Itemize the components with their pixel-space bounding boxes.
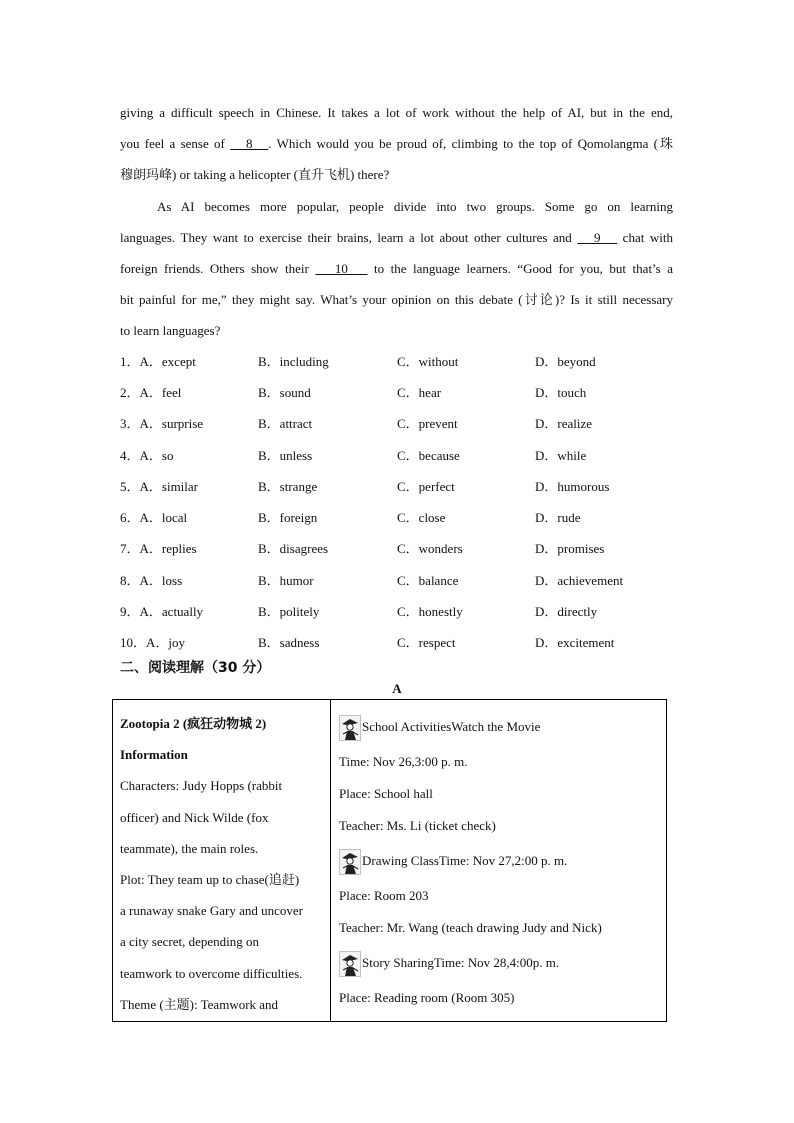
activity-heading: School ActivitiesWatch the Movie xyxy=(339,708,664,746)
info-line: teammate), the main roles. xyxy=(120,840,259,856)
option-a: 7．A．replies xyxy=(120,541,197,556)
option-b: B．disagrees xyxy=(258,541,329,556)
question-row xyxy=(120,346,680,377)
question-row xyxy=(120,377,680,408)
option-c: C．perfect xyxy=(397,479,455,494)
passage-line: giving a difficult speech in Chinese. It takes a lot of work without the help of AI, but in the end, xyxy=(120,105,673,120)
cartoon-character-icon xyxy=(339,715,361,741)
info-line: teamwork to overcome difficulties. xyxy=(120,965,303,981)
option-b: B．sound xyxy=(258,385,311,400)
option-c: C．balance xyxy=(397,573,459,588)
blank-10: 10 xyxy=(315,260,368,276)
option-d: D．beyond xyxy=(535,354,596,369)
question-row xyxy=(120,627,680,658)
activity-line: Place: Room 203 xyxy=(339,888,429,903)
option-c: C．close xyxy=(397,510,446,525)
option-d: D．promises xyxy=(535,541,605,556)
question-row xyxy=(120,440,680,471)
activity-line: Time: Nov 26,3:00 p. m. xyxy=(339,754,468,769)
option-d: D．touch xyxy=(535,385,587,400)
activity-line: Teacher: Mr. Wang (teach drawing Judy and Nick) xyxy=(339,920,602,935)
info-line: Theme (主题): Teamwork and xyxy=(120,996,279,1012)
option-a: 1．A．except xyxy=(120,354,196,369)
passage-line: foreign friends. Others show their 10 to the language learners. “Good for you, but that’s a xyxy=(120,260,674,276)
passage-line: 穆朗玛峰) or taking a helicopter (直升飞机) there? xyxy=(120,167,390,183)
option-a: 8．A．loss xyxy=(120,573,183,588)
question-row xyxy=(120,596,680,627)
option-b: B．humor xyxy=(258,573,314,588)
option-b: B．attract xyxy=(258,416,313,431)
question-row xyxy=(120,533,680,564)
movie-info-column xyxy=(120,708,325,1020)
info-heading: Information xyxy=(120,747,188,763)
info-table xyxy=(112,699,667,1022)
movie-title: Zootopia 2 (疯狂动物城 2) xyxy=(120,716,267,731)
cartoon-character-icon xyxy=(339,849,361,875)
option-c: C．wonders xyxy=(397,541,463,556)
option-b: B．foreign xyxy=(258,510,318,525)
option-d: D．humorous xyxy=(535,479,610,494)
passage-paragraph-1 xyxy=(120,97,673,191)
activity-line: Place: School hall xyxy=(339,786,433,801)
option-b: B．including xyxy=(258,354,329,369)
option-d: D．realize xyxy=(535,416,593,431)
option-a: 4．A．so xyxy=(120,448,174,463)
option-c: C．respect xyxy=(397,635,456,650)
option-b: B．strange xyxy=(258,479,318,494)
blank-9: 9 xyxy=(577,229,618,245)
info-line: Plot: They team up to chase(追赶) xyxy=(120,871,300,887)
blank-8: 8 xyxy=(230,136,269,152)
option-c: C．hear xyxy=(397,385,442,400)
activity-line: Place: Reading room (Room 305) xyxy=(339,990,515,1005)
passage-line: you feel a sense of 8 . Which would you be proud of, climbing to the top of Qomolangma (珠 xyxy=(120,136,674,152)
info-line: officer) and Nick Wilde (fox xyxy=(120,809,269,825)
option-d: D．rude xyxy=(535,510,581,525)
option-c: C．because xyxy=(397,448,460,463)
option-c: C．without xyxy=(397,354,459,369)
info-line: a runaway snake Gary and uncover xyxy=(120,903,304,919)
passage-line: bit painful for me,” they might say. What’s your opinion on this debate (讨论)? Is it still necessary xyxy=(120,292,673,308)
section-label: A xyxy=(392,681,402,696)
question-row xyxy=(120,471,680,502)
option-a: 6．A．local xyxy=(120,510,188,525)
table-divider xyxy=(330,700,331,1021)
activities-column xyxy=(339,708,664,1014)
option-a: 5．A．similar xyxy=(120,479,199,494)
option-a: 2．A．feel xyxy=(120,385,182,400)
passage-line: languages. They want to exercise their brains, learn a lot about other cultures and 9 chat with xyxy=(120,229,673,245)
passage-paragraph-2 xyxy=(120,191,673,347)
activity-heading: Story SharingTime: Nov 28,4:00p. m. xyxy=(339,944,664,982)
option-b: B．politely xyxy=(258,604,320,619)
section-title: 二、阅读理解（30 分） xyxy=(120,660,271,676)
option-a: 10．A．joy xyxy=(120,635,186,650)
cartoon-character-icon xyxy=(339,951,361,977)
option-d: D．directly xyxy=(535,604,598,619)
info-line: Characters: Judy Hopps (rabbit xyxy=(120,778,283,794)
passage-line: As AI becomes more popular, people divide into two groups. Some go on learning xyxy=(157,198,673,214)
info-line: a city secret, depending on xyxy=(120,934,259,950)
option-a: 3．A．surprise xyxy=(120,416,204,431)
question-row xyxy=(120,565,680,596)
option-b: B．sadness xyxy=(258,635,320,650)
option-c: C．honestly xyxy=(397,604,463,619)
option-c: C．prevent xyxy=(397,416,458,431)
option-d: D．achievement xyxy=(535,573,624,588)
question-row xyxy=(120,408,680,439)
passage-line: to learn languages? xyxy=(120,323,221,339)
question-row xyxy=(120,502,680,533)
activity-line: Teacher: Ms. Li (ticket check) xyxy=(339,818,496,833)
option-d: D．excitement xyxy=(535,635,615,650)
option-b: B．unless xyxy=(258,448,313,463)
option-d: D．while xyxy=(535,448,587,463)
activity-heading: Drawing ClassTime: Nov 27,2:00 p. m. xyxy=(339,842,664,880)
option-a: 9．A．actually xyxy=(120,604,204,619)
